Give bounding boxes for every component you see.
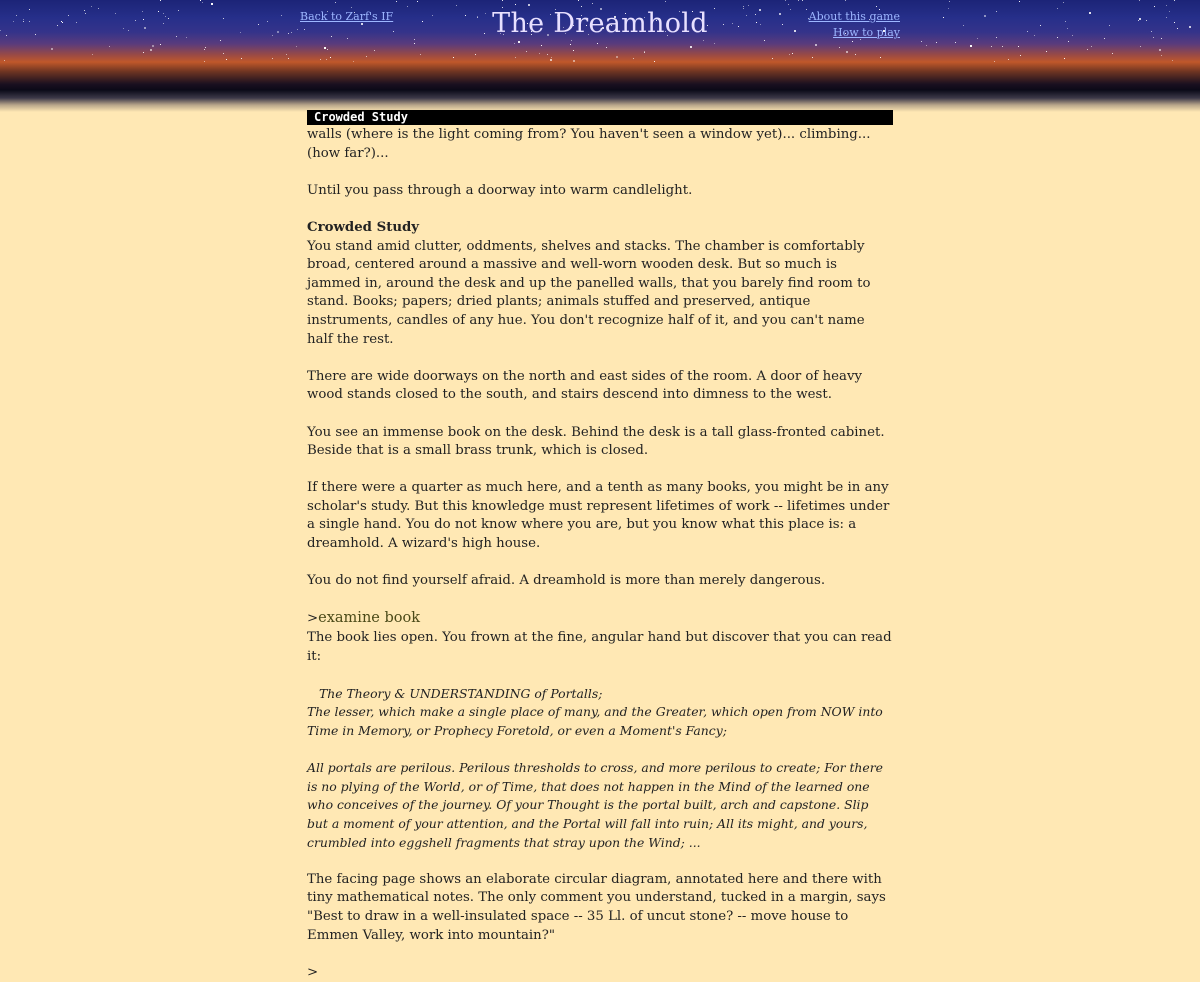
star [320, 59, 321, 60]
star [597, 43, 598, 44]
star [1002, 46, 1003, 47]
star [955, 42, 956, 43]
star [852, 41, 853, 42]
star [204, 49, 205, 50]
star [205, 47, 206, 48]
star [396, 1, 397, 2]
book-quote [307, 685, 893, 852]
star [143, 52, 144, 53]
command-input-line[interactable] [307, 964, 893, 982]
star [1091, 46, 1092, 47]
star [204, 61, 205, 62]
star [296, 46, 297, 47]
scholar-text: If there were a quarter as much here, and a tenth as many books, you might be in any scholar's study. But this knowledge must represent lifetimes of work -- lifetimes under a single hand. You do not know where you are, but you know what this place is: a dreamhold. A wizard's high house. [307, 480, 890, 552]
star [789, 54, 790, 55]
how-to-play-link[interactable]: How to play [833, 26, 900, 39]
star [1064, 58, 1065, 59]
star [514, 43, 515, 44]
star [1159, 49, 1161, 51]
book-intro-text: The book lies open. You frown at the fine, angular hand but discover that you can read it: [307, 630, 892, 664]
star [703, 40, 704, 41]
star [1140, 46, 1141, 47]
star [1019, 1, 1020, 2]
star [539, 53, 540, 54]
star [551, 57, 552, 58]
facing-page-text: The facing page shows an elaborate circular diagram, annotated here and there with tiny mathematical notes. The only comment you understand, tucked in a margin, says "Best to draw in a well-insulated space -- 35 Ll. of uncut stone? -- move house to Emmen Valley, work into mountain?" [307, 871, 886, 943]
star [160, 0, 161, 1]
star [1018, 46, 1019, 47]
star [581, 6, 582, 7]
star [1020, 55, 1021, 56]
star [456, 5, 457, 6]
star [812, 57, 813, 58]
star [515, 57, 516, 58]
quote-line: The lesser, which make a single place of many, and the Greater, which open from NOW into Time in Memory, or Prophecy Foretold, or even a Moment's Fancy; [307, 704, 883, 738]
star [785, 0, 786, 1]
star [772, 58, 773, 59]
star [949, 1, 950, 2]
star [518, 41, 520, 43]
star [926, 45, 927, 46]
game-window [307, 110, 893, 982]
star [550, 59, 552, 61]
star [407, 6, 408, 7]
star [150, 49, 152, 51]
star [414, 43, 415, 44]
star [417, 1, 418, 2]
starry-sky-banner [0, 0, 1200, 112]
star [335, 2, 336, 3]
star [1087, 49, 1088, 50]
star [200, 0, 201, 1]
star [502, 0, 503, 1]
star [1112, 53, 1113, 54]
star [541, 45, 542, 46]
star [353, 61, 354, 62]
star [152, 45, 154, 47]
star [876, 6, 877, 7]
star [748, 5, 749, 6]
star [202, 2, 203, 3]
star [366, 56, 367, 57]
quote-paragraph: All portals are perilous. Perilous thresholds to cross, and more perilous to create; For there is no plying of the World, or of Time, that does not happen in the Mind of the learned one who conceives of the journey. Of your Thought is the portal built, arch and capstone. Slip but a moment of your attention, and the Portal will fall into ruin; All its might, and yours, crumbled into eggshell fragments that stray upon the Wind; ... [307, 760, 883, 850]
star [860, 39, 861, 40]
star [286, 54, 287, 55]
star [272, 58, 273, 59]
command-echo [307, 609, 893, 629]
star [211, 3, 213, 5]
star [743, 6, 744, 7]
back-to-zarfs-if-link[interactable]: Back to Zarf's IF [300, 10, 394, 23]
star [220, 40, 221, 41]
star [526, 51, 527, 52]
star [420, 54, 421, 55]
star [633, 58, 634, 59]
star [327, 49, 328, 50]
status-bar: Crowded Study [307, 110, 893, 125]
star [845, 0, 846, 1]
star [921, 41, 922, 42]
star [324, 47, 326, 49]
star [223, 53, 224, 54]
star [578, 0, 579, 1]
star [1063, 2, 1064, 3]
game-title: The Dreamhold [492, 8, 708, 39]
star [606, 47, 607, 48]
star [798, 0, 799, 1]
star [160, 44, 161, 45]
afraid-text: You do not find yourself afraid. A dreamhold is more than merely dangerous. [307, 573, 826, 589]
room-name: Crowded Study [307, 219, 420, 235]
exits-text: There are wide doorways on the north and east sides of the room. A door of heavy wood stands closed to the south, and stairs descend into dimness to the west. [307, 368, 862, 403]
star [288, 58, 289, 59]
star [815, 44, 817, 46]
star [330, 57, 331, 58]
star [515, 4, 516, 5]
star [453, 57, 454, 58]
star [1166, 5, 1167, 6]
star [880, 57, 881, 58]
star [1154, 6, 1155, 7]
star [1008, 59, 1009, 60]
intro-text: walls (where is the light coming from? You haven't seen a window yet)... climbing... (how far?)... [307, 127, 871, 161]
star [241, 58, 242, 59]
star [51, 48, 53, 50]
star [792, 53, 793, 54]
star [592, 3, 593, 4]
star [839, 47, 840, 48]
doorway-text: Until you pass through a doorway into warm candlelight. [307, 182, 693, 198]
star [764, 40, 765, 41]
star [1068, 41, 1069, 42]
star [1046, 51, 1047, 52]
star [1161, 55, 1162, 56]
star [226, 59, 227, 60]
star [573, 50, 574, 51]
star [414, 39, 415, 40]
quote-title: The Theory & UNDERSTANDING of Portalls; [319, 685, 603, 701]
star [547, 54, 548, 55]
star [374, 50, 375, 51]
star [690, 46, 692, 48]
input-prompt: > [307, 964, 319, 980]
star [109, 46, 110, 47]
star [936, 42, 937, 43]
star [91, 6, 92, 7]
star [1174, 0, 1175, 1]
story-transcript [307, 126, 893, 982]
room-description: You stand amid clutter, oddments, shelves and stacks. The chamber is comfortably broad, centered around a massive and well-worn wooden desk. But so much is jammed in, around the desk and up the panelled walls, that you barely find room to stand. Books; papers; dried plants; animals stuffed and preserved, antique instruments, candles of any hue. You don't recognize half of it, and you can't name half the rest. [307, 238, 871, 347]
star [4, 60, 5, 61]
star [846, 51, 848, 53]
star [616, 56, 618, 58]
star [326, 59, 327, 60]
star [665, 1, 666, 2]
star [788, 4, 789, 5]
star [654, 61, 655, 62]
star [570, 44, 571, 45]
star [644, 52, 645, 53]
star [1139, 0, 1140, 1]
objects-text: You see an immense book on the desk. Behind the desk is a tall glass-fronted cabinet. Beside that is a small brass trunk, which is closed. [307, 424, 885, 459]
star [802, 0, 803, 1]
star [528, 4, 530, 6]
star [714, 43, 715, 44]
about-game-link[interactable]: About this game [808, 10, 900, 23]
star [644, 51, 645, 52]
player-command: examine book [318, 610, 421, 627]
star [92, 54, 93, 55]
command-prompt: > [307, 611, 319, 627]
star [573, 60, 575, 62]
star [571, 40, 572, 41]
star [855, 54, 856, 55]
star [970, 45, 972, 47]
star [991, 46, 992, 47]
star [475, 54, 476, 55]
star [994, 61, 995, 62]
star [1172, 60, 1173, 61]
